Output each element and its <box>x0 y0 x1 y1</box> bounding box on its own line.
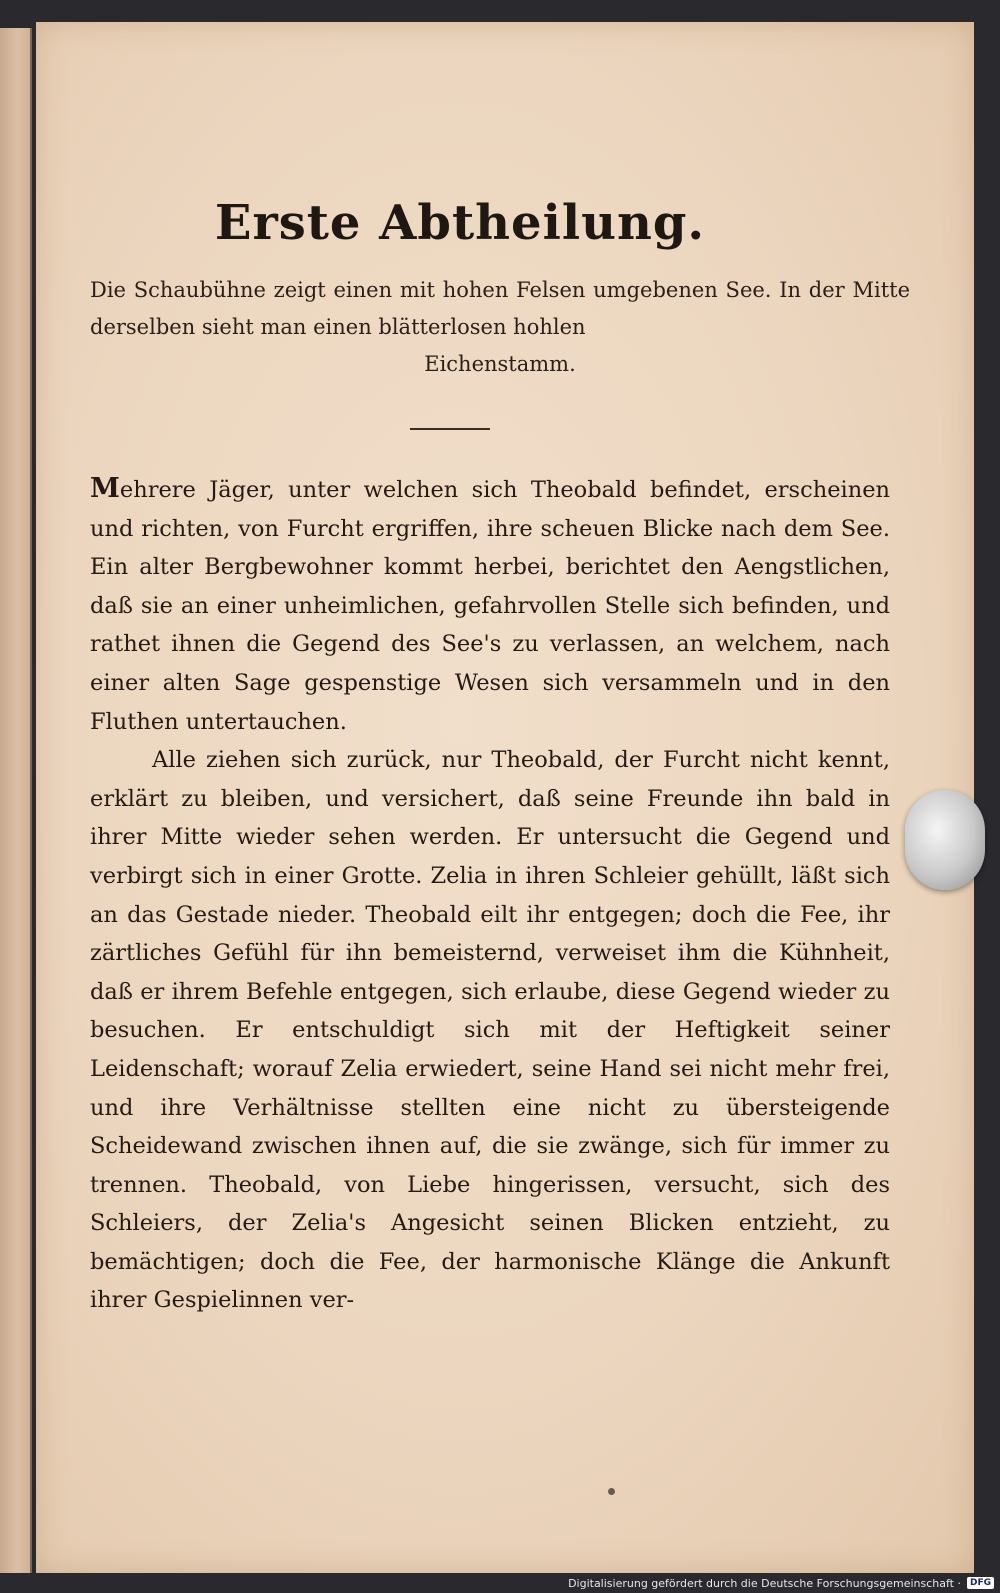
body-text <box>90 470 890 1320</box>
page-mark <box>608 1488 615 1495</box>
footer-credit <box>568 1573 994 1593</box>
paragraph-1-text: ehrere Jäger, unter welchen sich Theobald befindet, erscheinen und richten, von Furcht ergriffen, ihre scheuen Blicke nach dem See. Ein alter Bergbewohner kommt herbei, berichtet den Aengstlichen, daß sie an einer unheimlichen, gefahrvollen Stelle sich befinden, und rathet ihnen die Gegend des See's zu verlassen, an welchem, nach einer alten Sage gespenstige Wesen sich versammeln und in den Fluthen untertauchen. <box>90 477 890 735</box>
stage-direction-line2: Eichenstamm. <box>424 352 576 376</box>
stage-direction-line1: Die Schaubühne zeigt einen mit hohen Felsen umgebenen See. In der Mitte derselben sieht man einen blätterlosen hohlen <box>90 278 910 339</box>
adjacent-page-edge <box>0 28 32 1573</box>
drop-cap: M <box>90 473 120 504</box>
paragraph-2: Alle ziehen sich zurück, nur Theobald, der Furcht nicht kennt, erklärt zu bleiben, und versichert, daß seine Freunde ihn bald in ihrer Mitte wieder sehen werden. Er untersucht die Gegend und verbirgt sich in einer Grotte. Zelia in ihren Schleier gehüllt, läßt sich an das Gestade nieder. Theobald eilt ihr entgegen; doch die Fee, ihr zärtliches Gefühl für ihn bemeisternd, verweiset ihm die Kühnheit, daß er ihrem Befehle entgegen, sich erlaube, diese Gegend wieder zu besuchen. Er entschuldigt sich mit der Heftigkeit seiner Leidenschaft; worauf Zelia erwiedert, seine Hand sei nicht mehr frei, und ihre Verhältnisse stellten eine nicht zu übersteigende Scheidewand zwischen ihnen auf, die sie zwänge, sich für immer zu trennen. Theobald, von Liebe hingerissen, versucht, sich des Schleiers, der Zelia's Angesicht seinen Blicken entzieht, zu bemächtigen; doch die Fee, der harmonische Klänge die Ankunft ihrer Gespielinnen ver- <box>90 747 890 1314</box>
page-clip <box>905 790 985 890</box>
stage-direction <box>90 272 910 383</box>
dfg-logo-icon: DFG <box>967 1577 994 1589</box>
footer-text: Digitalisierung gefördert durch die Deutsche Forschungsgemeinschaft · <box>568 1576 961 1590</box>
paragraph-1 <box>90 470 890 741</box>
divider-rule <box>410 428 490 430</box>
section-heading: Erste Abtheilung. <box>214 195 706 251</box>
